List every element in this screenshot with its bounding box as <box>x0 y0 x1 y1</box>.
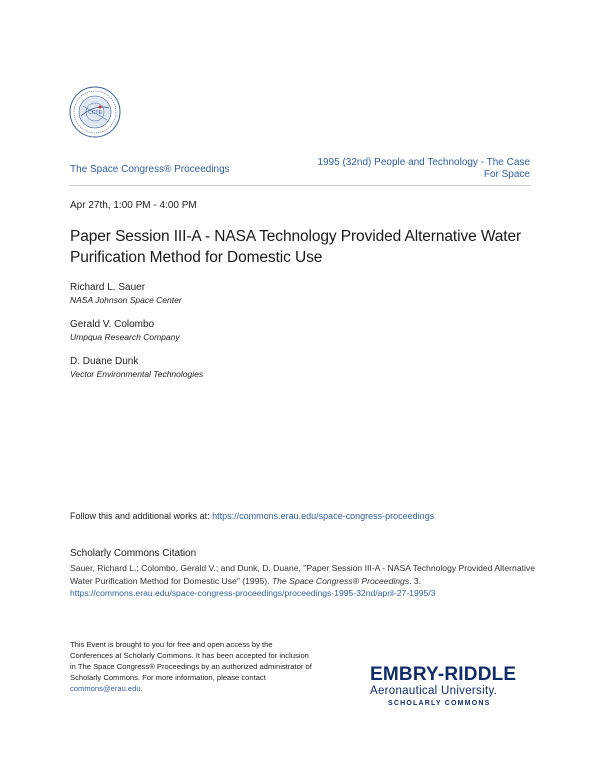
contact-email-link[interactable]: commons@erau.edu <box>70 684 141 694</box>
paper-title: Paper Session III-A - NASA Technology Provided Alternative Water Purification Method for Domestic Use <box>70 228 522 266</box>
citation-heading: Scholarly Commons Citation <box>70 548 197 559</box>
notice-text: This Event is brought to you for free and open access by the Conferences at Scholarly Commons. It has been accepted for inclusion in The Space Congress® Proceedings by an authorized administrator of Scholarly Commons. For more information, please contact <box>70 640 312 683</box>
access-notice <box>70 639 315 694</box>
citation-body <box>70 562 540 600</box>
author-name: Richard L. Sauer <box>70 282 146 293</box>
author-block <box>70 282 182 305</box>
citation-number: . 3. <box>409 575 422 586</box>
author-block <box>70 356 203 379</box>
header-divider <box>70 185 530 186</box>
erau-logo-subtitle: Aeronautical University. <box>370 685 498 697</box>
erau-logo-title: EMBRY-RIDDLE <box>370 664 517 685</box>
author-affiliation: Umpqua Research Company <box>70 332 180 342</box>
proceedings-link[interactable]: The Space Congress® Proceedings <box>70 164 230 175</box>
conference-seal-logo <box>69 86 121 138</box>
follow-link[interactable]: https://commons.erau.edu/space-congress-proceedings <box>212 511 435 521</box>
citation-journal: The Space Congress® Proceedings <box>271 575 410 586</box>
citation-url[interactable]: https://commons.erau.edu/space-congress-proceedings/proceedings-1995-32nd/april-27-1995/3 <box>70 588 436 599</box>
conference-link[interactable]: 1995 (32nd) People and Technology - The Case For Space <box>317 157 530 180</box>
author-name: Gerald V. Colombo <box>70 319 155 330</box>
notice-end: . <box>140 684 143 694</box>
citation-text: Sauer, Richard L.; Colombo, Gerald V.; and Dunk, D. Duane, "Paper Session III-A - NASA Technology Provided Alternative Water Purification Method for Domestic Use" (1995). <box>70 563 535 586</box>
author-name: D. Duane Dunk <box>70 356 139 367</box>
author-block <box>70 319 180 342</box>
follow-prefix: Follow this and additional works at: <box>70 511 213 521</box>
erau-logo-tagline: SCHOLARLY COMMONS <box>388 700 491 707</box>
author-affiliation: Vector Environmental Technologies <box>70 369 204 379</box>
author-affiliation: NASA Johnson Space Center <box>70 295 182 305</box>
session-date: Apr 27th, 1:00 PM - 4:00 PM <box>70 200 197 211</box>
svg-text:CCTE: CCTE <box>88 110 102 116</box>
follow-line <box>70 511 434 521</box>
